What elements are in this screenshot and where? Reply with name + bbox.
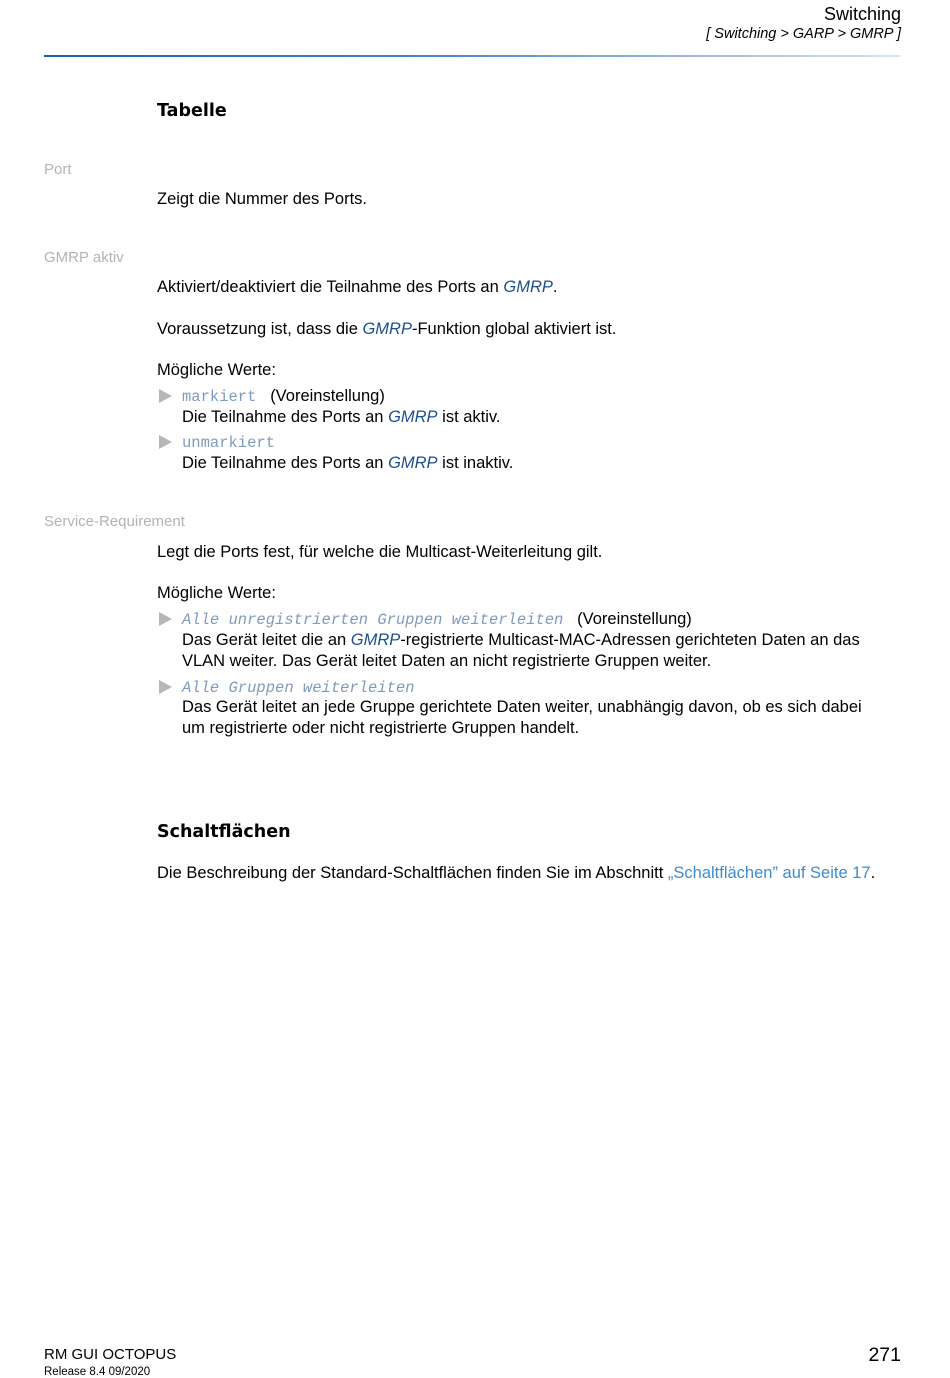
option-description: Das Gerät leitet an jede Gruppe gerichtete Daten weiter, unabhängig davon, ob es sich dabei [182, 698, 862, 716]
bullet-triangle-icon [159, 680, 172, 694]
port-description: Zeigt die Nummer des Ports. [157, 190, 367, 208]
section-heading-buttons: Schaltflächen [157, 822, 291, 842]
option-value: Alle unregistrierten Gruppen weiterleiten [182, 611, 564, 629]
option-description: VLAN weiter. Das Gerät leitet Daten an nicht registrierte Gruppen weiter. [182, 652, 712, 670]
param-label-gmrp-active: GMRP aktiv [44, 249, 124, 266]
option-description: Das Gerät leitet die an GMRP-registrierte Multicast-MAC-Adressen gerichteten Daten an das [182, 631, 860, 649]
footer-release: Release 8.4 09/2020 [44, 1366, 151, 1378]
value-option [182, 386, 385, 408]
term-gmrp: GMRP [362, 320, 412, 338]
param-label-service-requirement: Service-Requirement [44, 513, 185, 530]
default-note: (Voreinstellung) [270, 387, 385, 405]
values-heading: Mögliche Werte: [157, 584, 276, 602]
bullet-triangle-icon [159, 435, 172, 449]
option-description: um registrierte oder nicht registrierte Gruppen handelt. [182, 719, 580, 737]
header-divider [44, 55, 900, 57]
term-gmrp: GMRP [350, 631, 401, 649]
section-heading-table: Tabelle [157, 101, 227, 121]
term-gmrp: GMRP [503, 278, 553, 296]
option-value: unmarkiert [182, 434, 276, 452]
option-description: Die Teilnahme des Ports an GMRP ist aktiv. [182, 408, 501, 426]
gmrp-active-prerequisite: Voraussetzung ist, dass die GMRP-Funktion global aktiviert ist. [157, 320, 617, 338]
header-title: Switching [823, 4, 901, 24]
term-gmrp: GMRP [388, 408, 438, 426]
term-gmrp: GMRP [388, 454, 438, 472]
gmrp-active-description: Aktiviert/deaktiviert die Teilnahme des Ports an GMRP. [157, 278, 558, 296]
bullet-triangle-icon [159, 389, 172, 403]
footer-product: RM GUI OCTOPUS [44, 1346, 177, 1363]
bullet-triangle-icon [159, 612, 172, 626]
buttons-description: Die Beschreibung der Standard-Schaltflächen finden Sie im Abschnitt „Schaltflächen” auf Seite 17. [157, 864, 876, 882]
option-value: Alle Gruppen weiterleiten [182, 679, 415, 697]
breadcrumb: [ Switching > GARP > GMRP ] [706, 26, 901, 42]
values-heading: Mögliche Werte: [157, 361, 276, 379]
value-option [182, 432, 275, 454]
value-option [182, 677, 415, 699]
cross-reference-link[interactable]: „Schaltflächen” auf Seite 17 [667, 864, 871, 882]
option-description: Die Teilnahme des Ports an GMRP ist inaktiv. [182, 454, 514, 472]
value-option [182, 609, 692, 631]
option-value: markiert [182, 388, 257, 406]
param-label-port: Port [44, 161, 72, 178]
page-number: 271 [868, 1344, 901, 1366]
service-requirement-description: Legt die Ports fest, für welche die Multicast-Weiterleitung gilt. [157, 543, 603, 561]
default-note: (Voreinstellung) [577, 610, 692, 628]
